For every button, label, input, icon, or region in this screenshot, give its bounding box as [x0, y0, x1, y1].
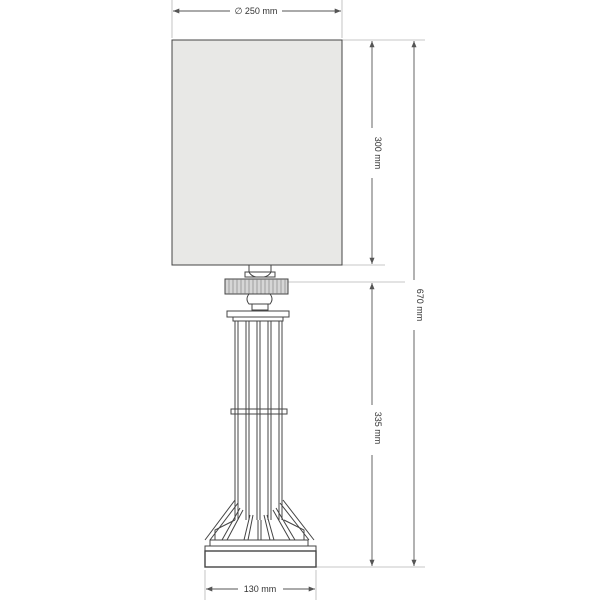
total-height-label: 670 mm — [415, 288, 425, 322]
dimension-base-height — [372, 283, 383, 566]
dimension-shade-height — [372, 41, 383, 264]
lamp-knob — [247, 294, 272, 310]
base-width-label: 130 mm — [243, 584, 277, 594]
lamp-top-plate — [227, 311, 289, 321]
lamp-ribbed-disc — [225, 279, 288, 294]
dimension-base-width — [206, 584, 315, 594]
base-height-label: 335 mm — [373, 411, 383, 445]
shade-diameter-label: ∅ 250 mm — [234, 6, 278, 16]
lamp-base — [205, 540, 316, 567]
lamp-column-rods — [235, 321, 282, 520]
dimension-total-height — [414, 41, 425, 566]
lamp-socket — [245, 265, 275, 277]
shade-height-label: 300 mm — [373, 136, 383, 170]
lamp-shade — [172, 40, 342, 265]
dimension-shade-diameter — [173, 6, 341, 16]
